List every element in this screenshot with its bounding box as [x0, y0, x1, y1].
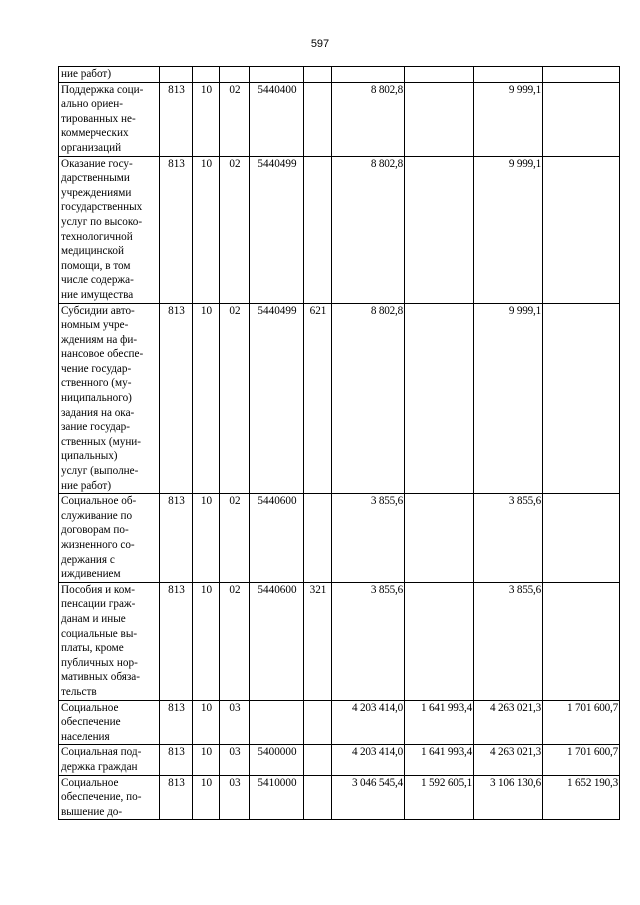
section-code: 10 [193, 494, 220, 583]
amount-year2-subvention [543, 67, 620, 83]
expense-type-code [304, 67, 332, 83]
amount-year2-subvention: 1 652 190,3 [543, 775, 620, 820]
table-row [59, 582, 620, 700]
amount-year1: 8 802,8 [332, 303, 405, 494]
amount-year1: 4 203 414,0 [332, 700, 405, 745]
amount-year2-subvention [543, 494, 620, 583]
section-code: 10 [193, 303, 220, 494]
section-code [193, 67, 220, 83]
row-description: ние работ) [59, 67, 160, 83]
amount-year2-subvention: 1 701 600,7 [543, 745, 620, 775]
table-row [59, 82, 620, 156]
amount-year2 [474, 67, 543, 83]
amount-year1-subvention [405, 582, 474, 700]
row-description: Пособия и ком- пенсации граж- данам и иные социальные вы- платы, кроме публичных нор- мативных обяза- тельств [59, 582, 160, 700]
admin-code: 813 [160, 156, 193, 303]
admin-code: 813 [160, 775, 193, 820]
amount-year1 [332, 67, 405, 83]
amount-year1-subvention [405, 67, 474, 83]
expense-type-code: 621 [304, 303, 332, 494]
row-description: Социальное обеспечение, по- вышение до- [59, 775, 160, 820]
amount-year1-subvention [405, 82, 474, 156]
target-article-code: 5400000 [250, 745, 304, 775]
amount-year1-subvention [405, 156, 474, 303]
row-description: Социальное обеспечение населения [59, 700, 160, 745]
row-description: Социальная под- держка граждан [59, 745, 160, 775]
target-article-code: 5440499 [250, 156, 304, 303]
amount-year1: 8 802,8 [332, 82, 405, 156]
table-row [59, 494, 620, 583]
expense-type-code [304, 82, 332, 156]
admin-code: 813 [160, 745, 193, 775]
amount-year2-subvention: 1 701 600,7 [543, 700, 620, 745]
admin-code: 813 [160, 303, 193, 494]
expense-type-code [304, 745, 332, 775]
expense-type-code [304, 156, 332, 303]
admin-code [160, 67, 193, 83]
amount-year2-subvention [543, 156, 620, 303]
admin-code: 813 [160, 82, 193, 156]
target-article-code: 5410000 [250, 775, 304, 820]
expense-type-code [304, 775, 332, 820]
admin-code: 813 [160, 494, 193, 583]
table-row [59, 700, 620, 745]
section-code: 10 [193, 745, 220, 775]
amount-year2: 9 999,1 [474, 82, 543, 156]
target-article-code: 5440400 [250, 82, 304, 156]
amount-year2: 3 855,6 [474, 494, 543, 583]
subsection-code: 02 [220, 82, 250, 156]
section-code: 10 [193, 700, 220, 745]
subsection-code: 03 [220, 745, 250, 775]
table-row [59, 156, 620, 303]
amount-year2: 3 855,6 [474, 582, 543, 700]
table-row [59, 67, 620, 83]
target-article-code: 5440600 [250, 582, 304, 700]
table-row [59, 745, 620, 775]
amount-year2: 4 263 021,3 [474, 745, 543, 775]
table-row [59, 303, 620, 494]
subsection-code: 02 [220, 494, 250, 583]
amount-year1: 4 203 414,0 [332, 745, 405, 775]
section-code: 10 [193, 82, 220, 156]
expense-type-code: 321 [304, 582, 332, 700]
amount-year1-subvention [405, 494, 474, 583]
row-description: Оказание госу- дарственными учреждениями государственных услуг по высоко- технологичной медицинской помощи, в том числе содержа- ние имущества [59, 156, 160, 303]
amount-year2-subvention [543, 82, 620, 156]
amount-year2: 9 999,1 [474, 156, 543, 303]
amount-year1-subvention: 1 641 993,4 [405, 745, 474, 775]
budget-table [58, 66, 620, 820]
amount-year2: 9 999,1 [474, 303, 543, 494]
subsection-code: 03 [220, 775, 250, 820]
target-article-code [250, 700, 304, 745]
amount-year2-subvention [543, 582, 620, 700]
target-article-code: 5440600 [250, 494, 304, 583]
admin-code: 813 [160, 700, 193, 745]
table-row [59, 775, 620, 820]
row-description: Социальное об- служивание по договорам по- жизненного со- держания с иждивением [59, 494, 160, 583]
admin-code: 813 [160, 582, 193, 700]
row-description: Поддержка соци- ально ориен- тированных не- коммерческих организаций [59, 82, 160, 156]
amount-year1-subvention [405, 303, 474, 494]
amount-year1-subvention: 1 592 605,1 [405, 775, 474, 820]
expense-type-code [304, 700, 332, 745]
subsection-code: 02 [220, 303, 250, 494]
target-article-code: 5440499 [250, 303, 304, 494]
amount-year2: 4 263 021,3 [474, 700, 543, 745]
section-code: 10 [193, 775, 220, 820]
subsection-code: 02 [220, 156, 250, 303]
amount-year1: 8 802,8 [332, 156, 405, 303]
amount-year1-subvention: 1 641 993,4 [405, 700, 474, 745]
subsection-code: 02 [220, 582, 250, 700]
amount-year2-subvention [543, 303, 620, 494]
subsection-code [220, 67, 250, 83]
expense-type-code [304, 494, 332, 583]
amount-year1: 3 046 545,4 [332, 775, 405, 820]
page-number: 597 [310, 38, 330, 50]
section-code: 10 [193, 156, 220, 303]
section-code: 10 [193, 582, 220, 700]
target-article-code [250, 67, 304, 83]
amount-year2: 3 106 130,6 [474, 775, 543, 820]
amount-year1: 3 855,6 [332, 494, 405, 583]
subsection-code: 03 [220, 700, 250, 745]
amount-year1: 3 855,6 [332, 582, 405, 700]
row-description: Субсидии авто- номным учре- ждениям на фи- нансовое обеспе- чение государ- ственного (му- ниципального) задания на ока- зание государ- ственных (муни- ципальных) услуг (выполне- ние работ) [59, 303, 160, 494]
